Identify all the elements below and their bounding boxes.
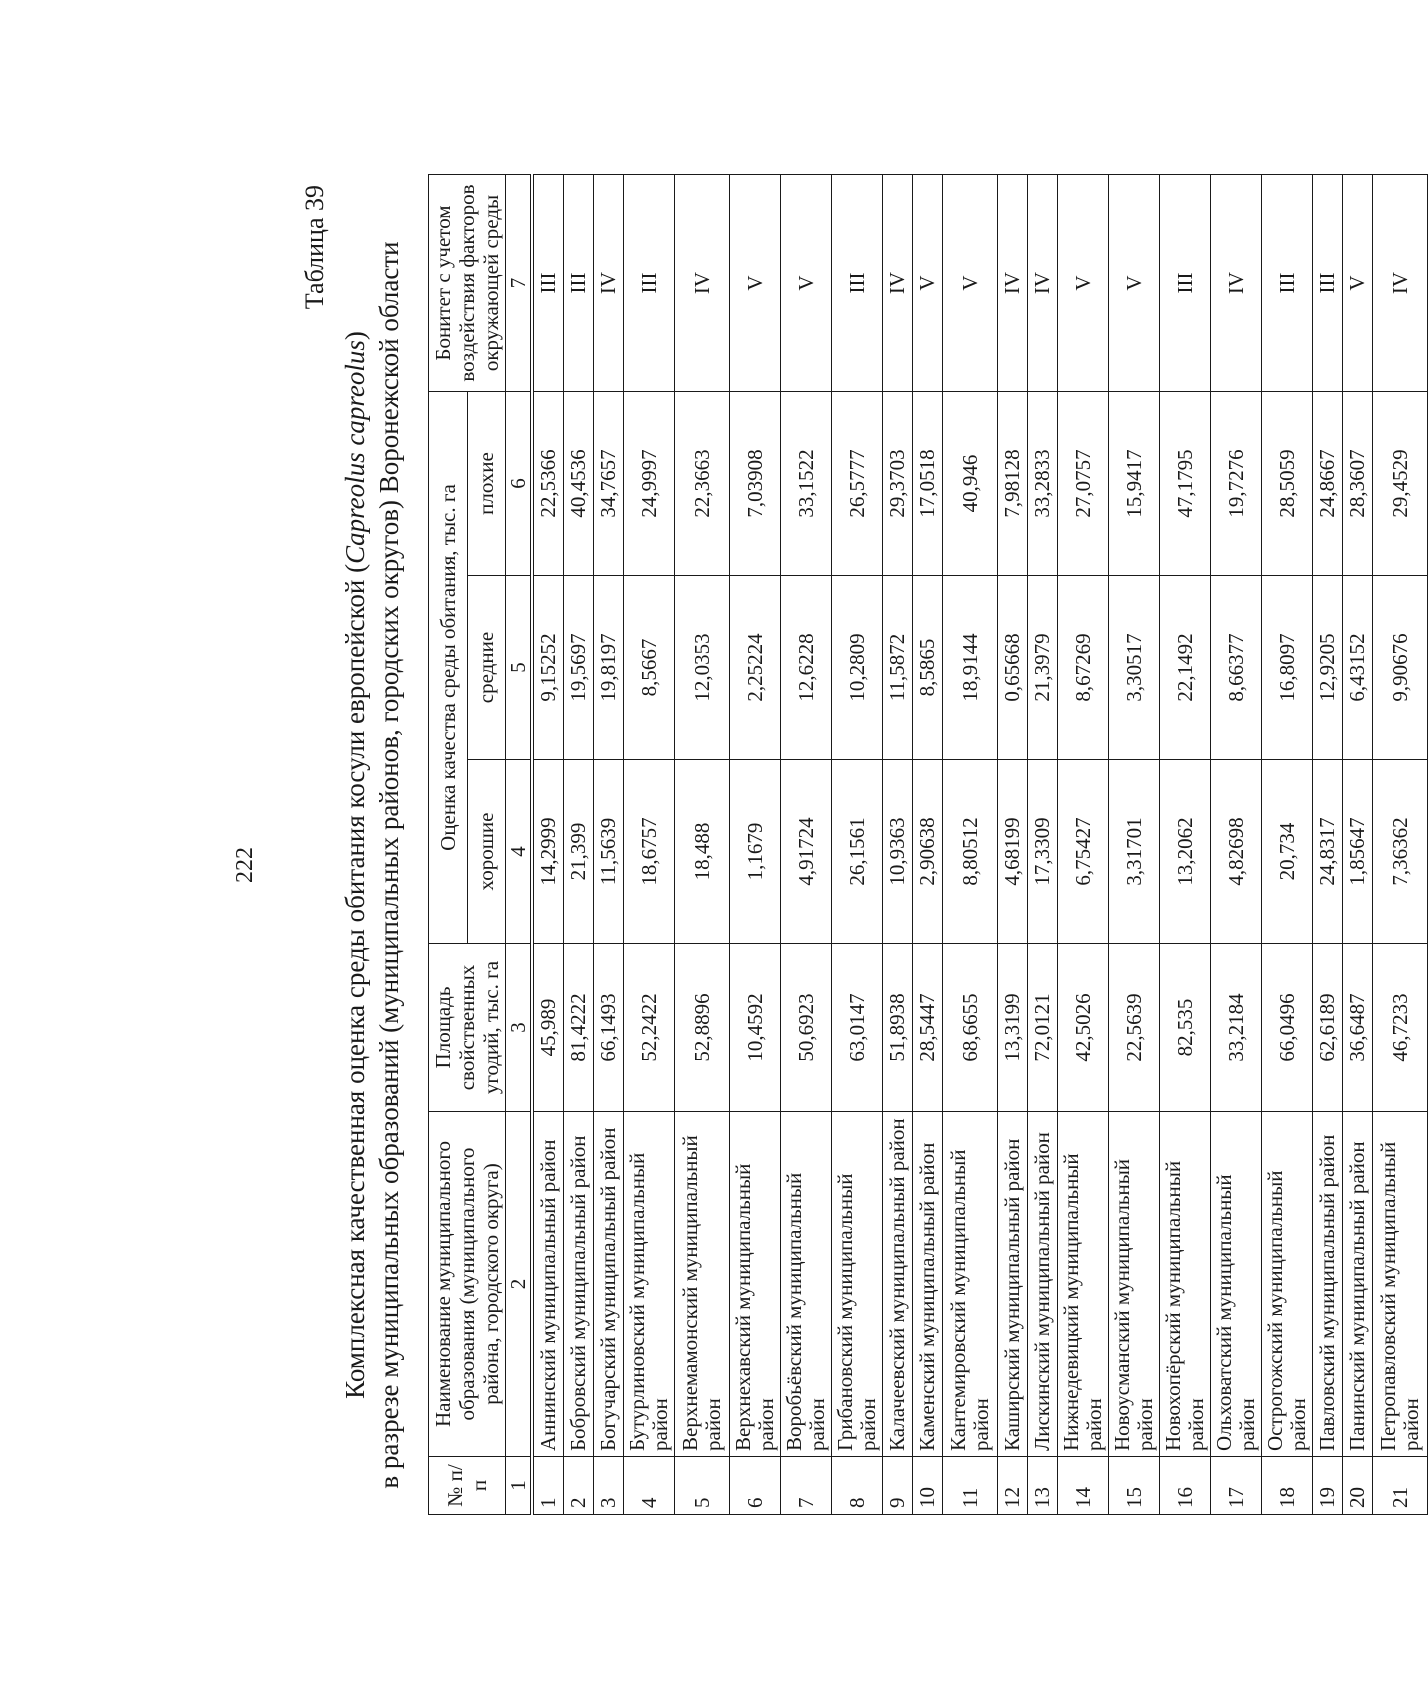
medium-value: 2,25224 [730,576,781,760]
medium-value: 8,67269 [1058,576,1109,760]
header-bad: плохие [467,392,506,576]
column-number: 5 [506,576,533,760]
column-number: 7 [506,175,533,392]
area-value: 46,7233 [1373,944,1428,1112]
municipality-name: Бутурлиновский муниципальный район [624,1112,675,1457]
good-value: 1,1679 [730,760,781,944]
medium-value: 11,5872 [883,576,913,760]
good-value: 26,1561 [832,760,883,944]
area-value: 51,8938 [883,944,913,1112]
good-value: 13,2062 [1160,760,1211,944]
good-value: 6,75427 [1058,760,1109,944]
page-number: 222 [232,847,258,883]
area-value: 62,6189 [1313,944,1343,1112]
row-number: 6 [730,1457,781,1515]
header-no: № п/п [429,1457,506,1515]
column-number: 4 [506,760,533,944]
good-value: 14,2999 [532,760,564,944]
area-value: 22,5639 [1109,944,1160,1112]
bonitet-value: V [943,175,998,392]
municipality-name: Нижнедевицкий муниципальный район [1058,1112,1109,1457]
bonitet-value: III [832,175,883,392]
bad-value: 19,7276 [1211,392,1262,576]
row-number: 11 [943,1457,998,1515]
medium-value: 19,5697 [564,576,594,760]
medium-value: 22,1492 [1160,576,1211,760]
bonitet-value: III [1160,175,1211,392]
header-quality-group: Оценка качества среды обитания, тыс. га [429,392,468,944]
area-value: 28,5447 [913,944,943,1112]
header-good: хорошие [467,760,506,944]
bad-value: 22,5366 [532,392,564,576]
row-number: 1 [532,1457,564,1515]
area-value: 52,2422 [624,944,675,1112]
row-number: 15 [1109,1457,1160,1515]
row-number: 8 [832,1457,883,1515]
medium-value: 12,9205 [1313,576,1343,760]
municipality-name: Грибановский муниципальный район [832,1112,883,1457]
bonitet-value: V [1109,175,1160,392]
bad-value: 28,3607 [1343,392,1373,576]
good-value: 3,31701 [1109,760,1160,944]
area-value: 45,989 [532,944,564,1112]
area-value: 42,5026 [1058,944,1109,1112]
good-value: 24,8317 [1313,760,1343,944]
table-title [338,85,406,1645]
bonitet-value: III [1262,175,1313,392]
good-value: 21,399 [564,760,594,944]
row-number: 19 [1313,1457,1343,1515]
rotated-page [160,85,1423,1645]
bonitet-value: III [624,175,675,392]
medium-value: 12,6228 [781,576,832,760]
table-row [832,175,883,1515]
table-caption: Таблица 39 [300,185,329,310]
municipality-name: Аннинский муниципальный район [532,1112,564,1457]
municipality-name: Павловский муниципальный район [1313,1112,1343,1457]
bad-value: 33,1522 [781,392,832,576]
bad-value: 15,9417 [1109,392,1160,576]
habitat-quality-table [428,174,1428,1515]
table-row [1211,175,1262,1515]
medium-value: 8,5865 [913,576,943,760]
column-number-row [506,175,533,1515]
row-number: 17 [1211,1457,1262,1515]
municipality-name: Воробьёвский муниципальный район [781,1112,832,1457]
municipality-name: Новоусманский муниципальный район [1109,1112,1160,1457]
row-number: 3 [594,1457,624,1515]
medium-value: 12,0353 [675,576,730,760]
area-value: 50,6923 [781,944,832,1112]
municipality-name: Каменский муниципальный район [913,1112,943,1457]
bonitet-value: V [1343,175,1373,392]
medium-value: 19,8197 [594,576,624,760]
bonitet-value: IV [1211,175,1262,392]
municipality-name: Верхнемамонский муниципальный район [675,1112,730,1457]
municipality-name: Богучарский муниципальный район [594,1112,624,1457]
table-row [1109,175,1160,1515]
header-name: Наименование муниципального образования (муниципального района, городского округа) [429,1112,506,1457]
title-line-2: в разрезе муниципальных образований (муниципальных районов, городских округов) Воронежской области [374,241,404,1489]
medium-value: 8,66377 [1211,576,1262,760]
table-row [1262,175,1313,1515]
bonitet-value: III [564,175,594,392]
municipality-name: Бобровский муниципальный район [564,1112,594,1457]
area-value: 36,6487 [1343,944,1373,1112]
header-row-1 [429,175,468,1515]
good-value: 1,85647 [1343,760,1373,944]
bonitet-value: V [781,175,832,392]
municipality-name: Каширский муниципальный район [998,1112,1028,1457]
area-value: 72,0121 [1028,944,1058,1112]
bonitet-value: IV [998,175,1028,392]
header-medium: средние [467,576,506,760]
table-row [1373,175,1428,1515]
good-value: 17,3309 [1028,760,1058,944]
municipality-name: Новохопёрский муниципальный район [1160,1112,1211,1457]
column-number: 2 [506,1112,533,1457]
header-bonitet: Бонитет с учетом воздействия факторов окружающей среды [429,175,506,392]
table-row [1160,175,1211,1515]
area-value: 66,1493 [594,944,624,1112]
municipality-name: Острогожский муниципальный район [1262,1112,1313,1457]
good-value: 2,90638 [913,760,943,944]
good-value: 7,36362 [1373,760,1428,944]
table-row [781,175,832,1515]
medium-value: 10,2809 [832,576,883,760]
bonitet-value: V [1058,175,1109,392]
row-number: 7 [781,1457,832,1515]
bad-value: 33,2833 [1028,392,1058,576]
title-latin-name: Capreolus capreolus [340,340,370,564]
bad-value: 17,0518 [913,392,943,576]
good-value: 4,91724 [781,760,832,944]
table-row [594,175,624,1515]
table-row [532,175,564,1515]
bad-value: 22,3663 [675,392,730,576]
table-row [1343,175,1373,1515]
municipality-name: Ольховатский муниципальный район [1211,1112,1262,1457]
bad-value: 24,8667 [1313,392,1343,576]
bonitet-value: V [913,175,943,392]
medium-value: 9,15252 [532,576,564,760]
bonitet-value: IV [675,175,730,392]
medium-value: 18,9144 [943,576,998,760]
row-number: 20 [1343,1457,1373,1515]
medium-value: 16,8097 [1262,576,1313,760]
medium-value: 6,43152 [1343,576,1373,760]
municipality-name: Панинский муниципальный район [1343,1112,1373,1457]
bonitet-value: III [532,175,564,392]
table-row [943,175,998,1515]
area-value: 66,0496 [1262,944,1313,1112]
table-row [1028,175,1058,1515]
row-number: 13 [1028,1457,1058,1515]
row-number: 2 [564,1457,594,1515]
table-row [624,175,675,1515]
table-row [1313,175,1343,1515]
bad-value: 7,98128 [998,392,1028,576]
good-value: 18,488 [675,760,730,944]
table-row [675,175,730,1515]
good-value: 20,734 [1262,760,1313,944]
bad-value: 26,5777 [832,392,883,576]
bad-value: 27,0757 [1058,392,1109,576]
municipality-name: Лискинский муниципальный район [1028,1112,1058,1457]
good-value: 4,68199 [998,760,1028,944]
bad-value: 34,7657 [594,392,624,576]
area-value: 13,3199 [998,944,1028,1112]
bad-value: 28,5059 [1262,392,1313,576]
bad-value: 7,03908 [730,392,781,576]
table-row [883,175,913,1515]
row-number: 16 [1160,1457,1211,1515]
table-body [506,175,1428,1515]
row-number: 9 [883,1457,913,1515]
bad-value: 24,9997 [624,392,675,576]
title-line-1-end: ) [340,331,370,341]
column-number: 3 [506,944,533,1112]
table-row [730,175,781,1515]
medium-value: 8,5667 [624,576,675,760]
column-number: 1 [506,1457,533,1515]
row-number: 18 [1262,1457,1313,1515]
good-value: 11,5639 [594,760,624,944]
header-area: Площадь свойственных угодий, тыс. га [429,944,506,1112]
good-value: 4,82698 [1211,760,1262,944]
municipality-name: Калачеевский муниципальный район [883,1112,913,1457]
title-line-1-text: Комплексная качественная оценка среды обитания косули европейской ( [340,563,370,1399]
table-row [998,175,1028,1515]
bonitet-value: V [730,175,781,392]
area-value: 81,4222 [564,944,594,1112]
bonitet-value: IV [594,175,624,392]
bad-value: 29,3703 [883,392,913,576]
municipality-name: Кантемировский муниципальный район [943,1112,998,1457]
area-value: 33,2184 [1211,944,1262,1112]
medium-value: 9,90676 [1373,576,1428,760]
row-number: 4 [624,1457,675,1515]
bonitet-value: IV [1028,175,1058,392]
bad-value: 40,4536 [564,392,594,576]
good-value: 18,6757 [624,760,675,944]
bonitet-value: III [1313,175,1343,392]
column-number: 6 [506,392,533,576]
bad-value: 40,946 [943,392,998,576]
medium-value: 21,3979 [1028,576,1058,760]
row-number: 5 [675,1457,730,1515]
row-number: 14 [1058,1457,1109,1515]
bonitet-value: IV [883,175,913,392]
medium-value: 3,30517 [1109,576,1160,760]
area-value: 10,4592 [730,944,781,1112]
area-value: 52,8896 [675,944,730,1112]
area-value: 68,6655 [943,944,998,1112]
row-number: 10 [913,1457,943,1515]
bonitet-value: IV [1373,175,1428,392]
good-value: 10,9363 [883,760,913,944]
title-line-1 [338,85,372,1645]
bad-value: 29,4529 [1373,392,1428,576]
row-number: 12 [998,1457,1028,1515]
table-row [564,175,594,1515]
area-value: 63,0147 [832,944,883,1112]
municipality-name: Верхнехавский муниципальный район [730,1112,781,1457]
bad-value: 47,1795 [1160,392,1211,576]
row-number: 21 [1373,1457,1428,1515]
medium-value: 0,65668 [998,576,1028,760]
municipality-name: Петропавловский муниципальный район [1373,1112,1428,1457]
good-value: 8,80512 [943,760,998,944]
table-row [913,175,943,1515]
area-value: 82,535 [1160,944,1211,1112]
table-row [1058,175,1109,1515]
